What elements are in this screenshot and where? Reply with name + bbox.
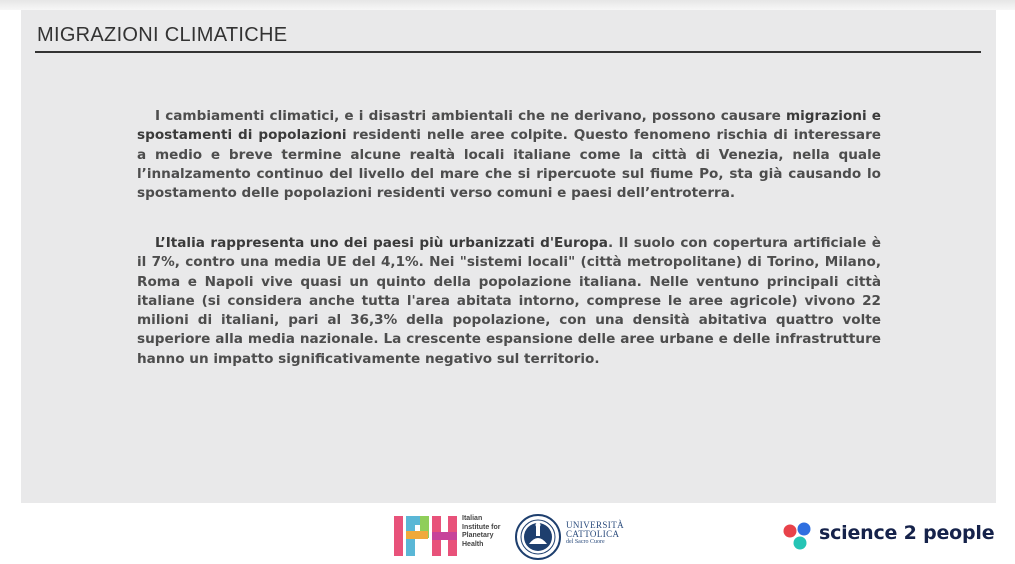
title-divider bbox=[35, 51, 981, 53]
p1-bold-migration: migrazioni e spostamenti di popolazioni bbox=[137, 108, 881, 144]
iph-name bbox=[462, 515, 501, 549]
p1-text-b: residenti nelle aree colpite. Questo fenomeno rischia di interessare a medio e breve termine alcune realtà locali italiane come la città di Venezia, nella quale l’innalzamento continuo del livello del mare che si ripercuote sul fiume Po, sta già causando lo spostamento delle popolazioni residenti verso comuni e paesi dell’entroterra. bbox=[137, 127, 881, 202]
university-line-3: del Sacro Cuore bbox=[566, 539, 605, 545]
university-seal-icon bbox=[515, 514, 561, 560]
iph-line-4: Health bbox=[462, 540, 484, 548]
iph-line-2: Institute for bbox=[462, 523, 501, 531]
s2p-dots-icon bbox=[782, 522, 816, 550]
top-shadow-bar bbox=[0, 0, 1015, 10]
paragraph-climate-migration bbox=[137, 107, 881, 203]
brand-name: science 2 people bbox=[819, 522, 995, 544]
iph-logo bbox=[394, 514, 460, 558]
slide-title: MIGRAZIONI CLIMATICHE bbox=[37, 24, 288, 46]
iph-line-1: Italian bbox=[462, 515, 483, 522]
university-line-1: UNIVERSITÀ bbox=[566, 520, 624, 530]
university-name bbox=[566, 521, 624, 547]
iph-line-3: Planetary bbox=[462, 532, 494, 540]
slide-panel bbox=[21, 10, 996, 503]
p1-text-a: I cambiamenti climatici, e i disastri ambientali che ne derivano, possono causare bbox=[155, 108, 786, 124]
paragraph-urbanization bbox=[137, 234, 881, 369]
p2-bold-italy: L’Italia rappresenta uno dei paesi più urbanizzati d'Europa bbox=[155, 235, 608, 251]
university-line-2: CATTOLICA bbox=[566, 528, 620, 539]
p2-text-a: . Il suolo con copertura artificiale è il 7%, contro una media UE del 4,1%. Nei "sistemi locali" (città metropolitane) di Torino, Milano, Roma e Napoli vive quasi un quinto della popolazione italiana. Nelle ventuno principali città italiane (si considera anche tutta l'area abitata intorno, comprese le aree agricole) vivono 22 milioni di italiani, pari al 36,3% della popolazione, con una densità abitativa quattro volte superiore alla media nazionale. La crescente espansione delle aree urbane e delle infrastrutture hanno un impatto significativamente negativo sul territorio. bbox=[137, 235, 881, 367]
